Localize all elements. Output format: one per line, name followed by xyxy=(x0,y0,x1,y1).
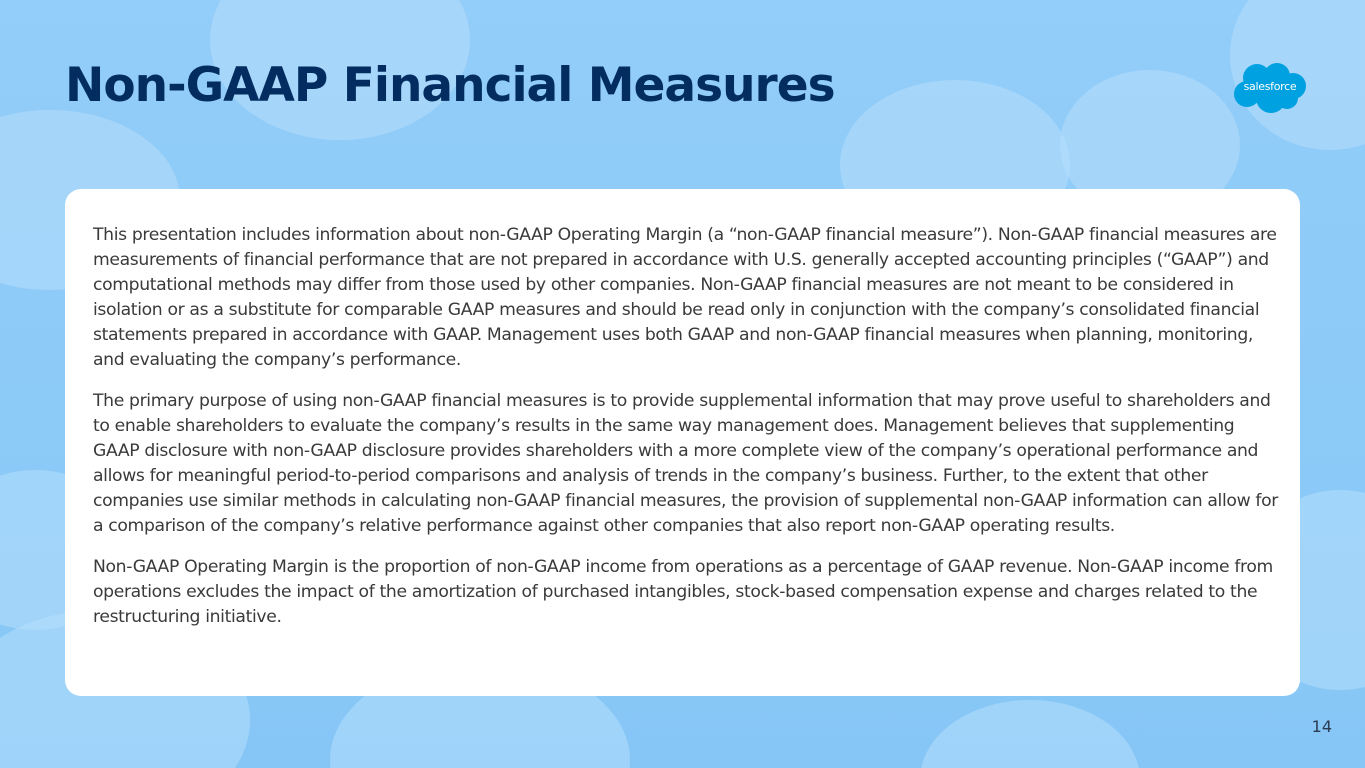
slide-title: Non-GAAP Financial Measures xyxy=(65,58,835,113)
logo-wordmark: salesforce xyxy=(1243,80,1297,93)
paragraph-purpose: The primary purpose of using non-GAAP financial measures is to provide supplemental information that may prove useful to shareholders and to enable shareholders to evaluate the company’s results in the same way management does. Management believes that supplementing GAAP disclosure with non-GAAP disclosure provides shareholders with a more complete view of the company’s operational performance and allows for meaningful period-to-period comparisons and analysis of trends in the company’s business. Further, to the extent that other companies use similar methods in calculating non-GAAP financial measures, the provision of supplemental non-GAAP information can allow for a comparison of the company’s relative performance against other companies that also report non-GAAP operating results. xyxy=(93,391,1278,536)
background-cloud xyxy=(920,700,1140,768)
paragraph-definition: This presentation includes information about non-GAAP Operating Margin (a “non-GAAP financial measure”). Non-GAAP financial measures are measurements of financial performance that are not prepared in accordance with U.S. generally accepted accounting principles (“GAAP”) and computational methods may differ from those used by other companies. Non-GAAP financial measures are not meant to be considered in isolation or as a substitute for comparable GAAP measures and should be read only in conjunction with the company’s consolidated financial statements prepared in accordance with GAAP. Management uses both GAAP and non-GAAP financial measures when planning, monitoring, and evaluating the company’s performance. xyxy=(93,225,1277,370)
paragraph-operating-margin: Non-GAAP Operating Margin is the proportion of non-GAAP income from operations as a percentage of GAAP revenue. Non-GAAP income from operations excludes the impact of the amortization of purchased intangibles, stock-based compensation expense and charges related to the restructuring initiative. xyxy=(93,557,1273,627)
page-number: 14 xyxy=(1311,717,1332,736)
salesforce-logo xyxy=(1233,62,1307,114)
content-card xyxy=(65,189,1300,696)
